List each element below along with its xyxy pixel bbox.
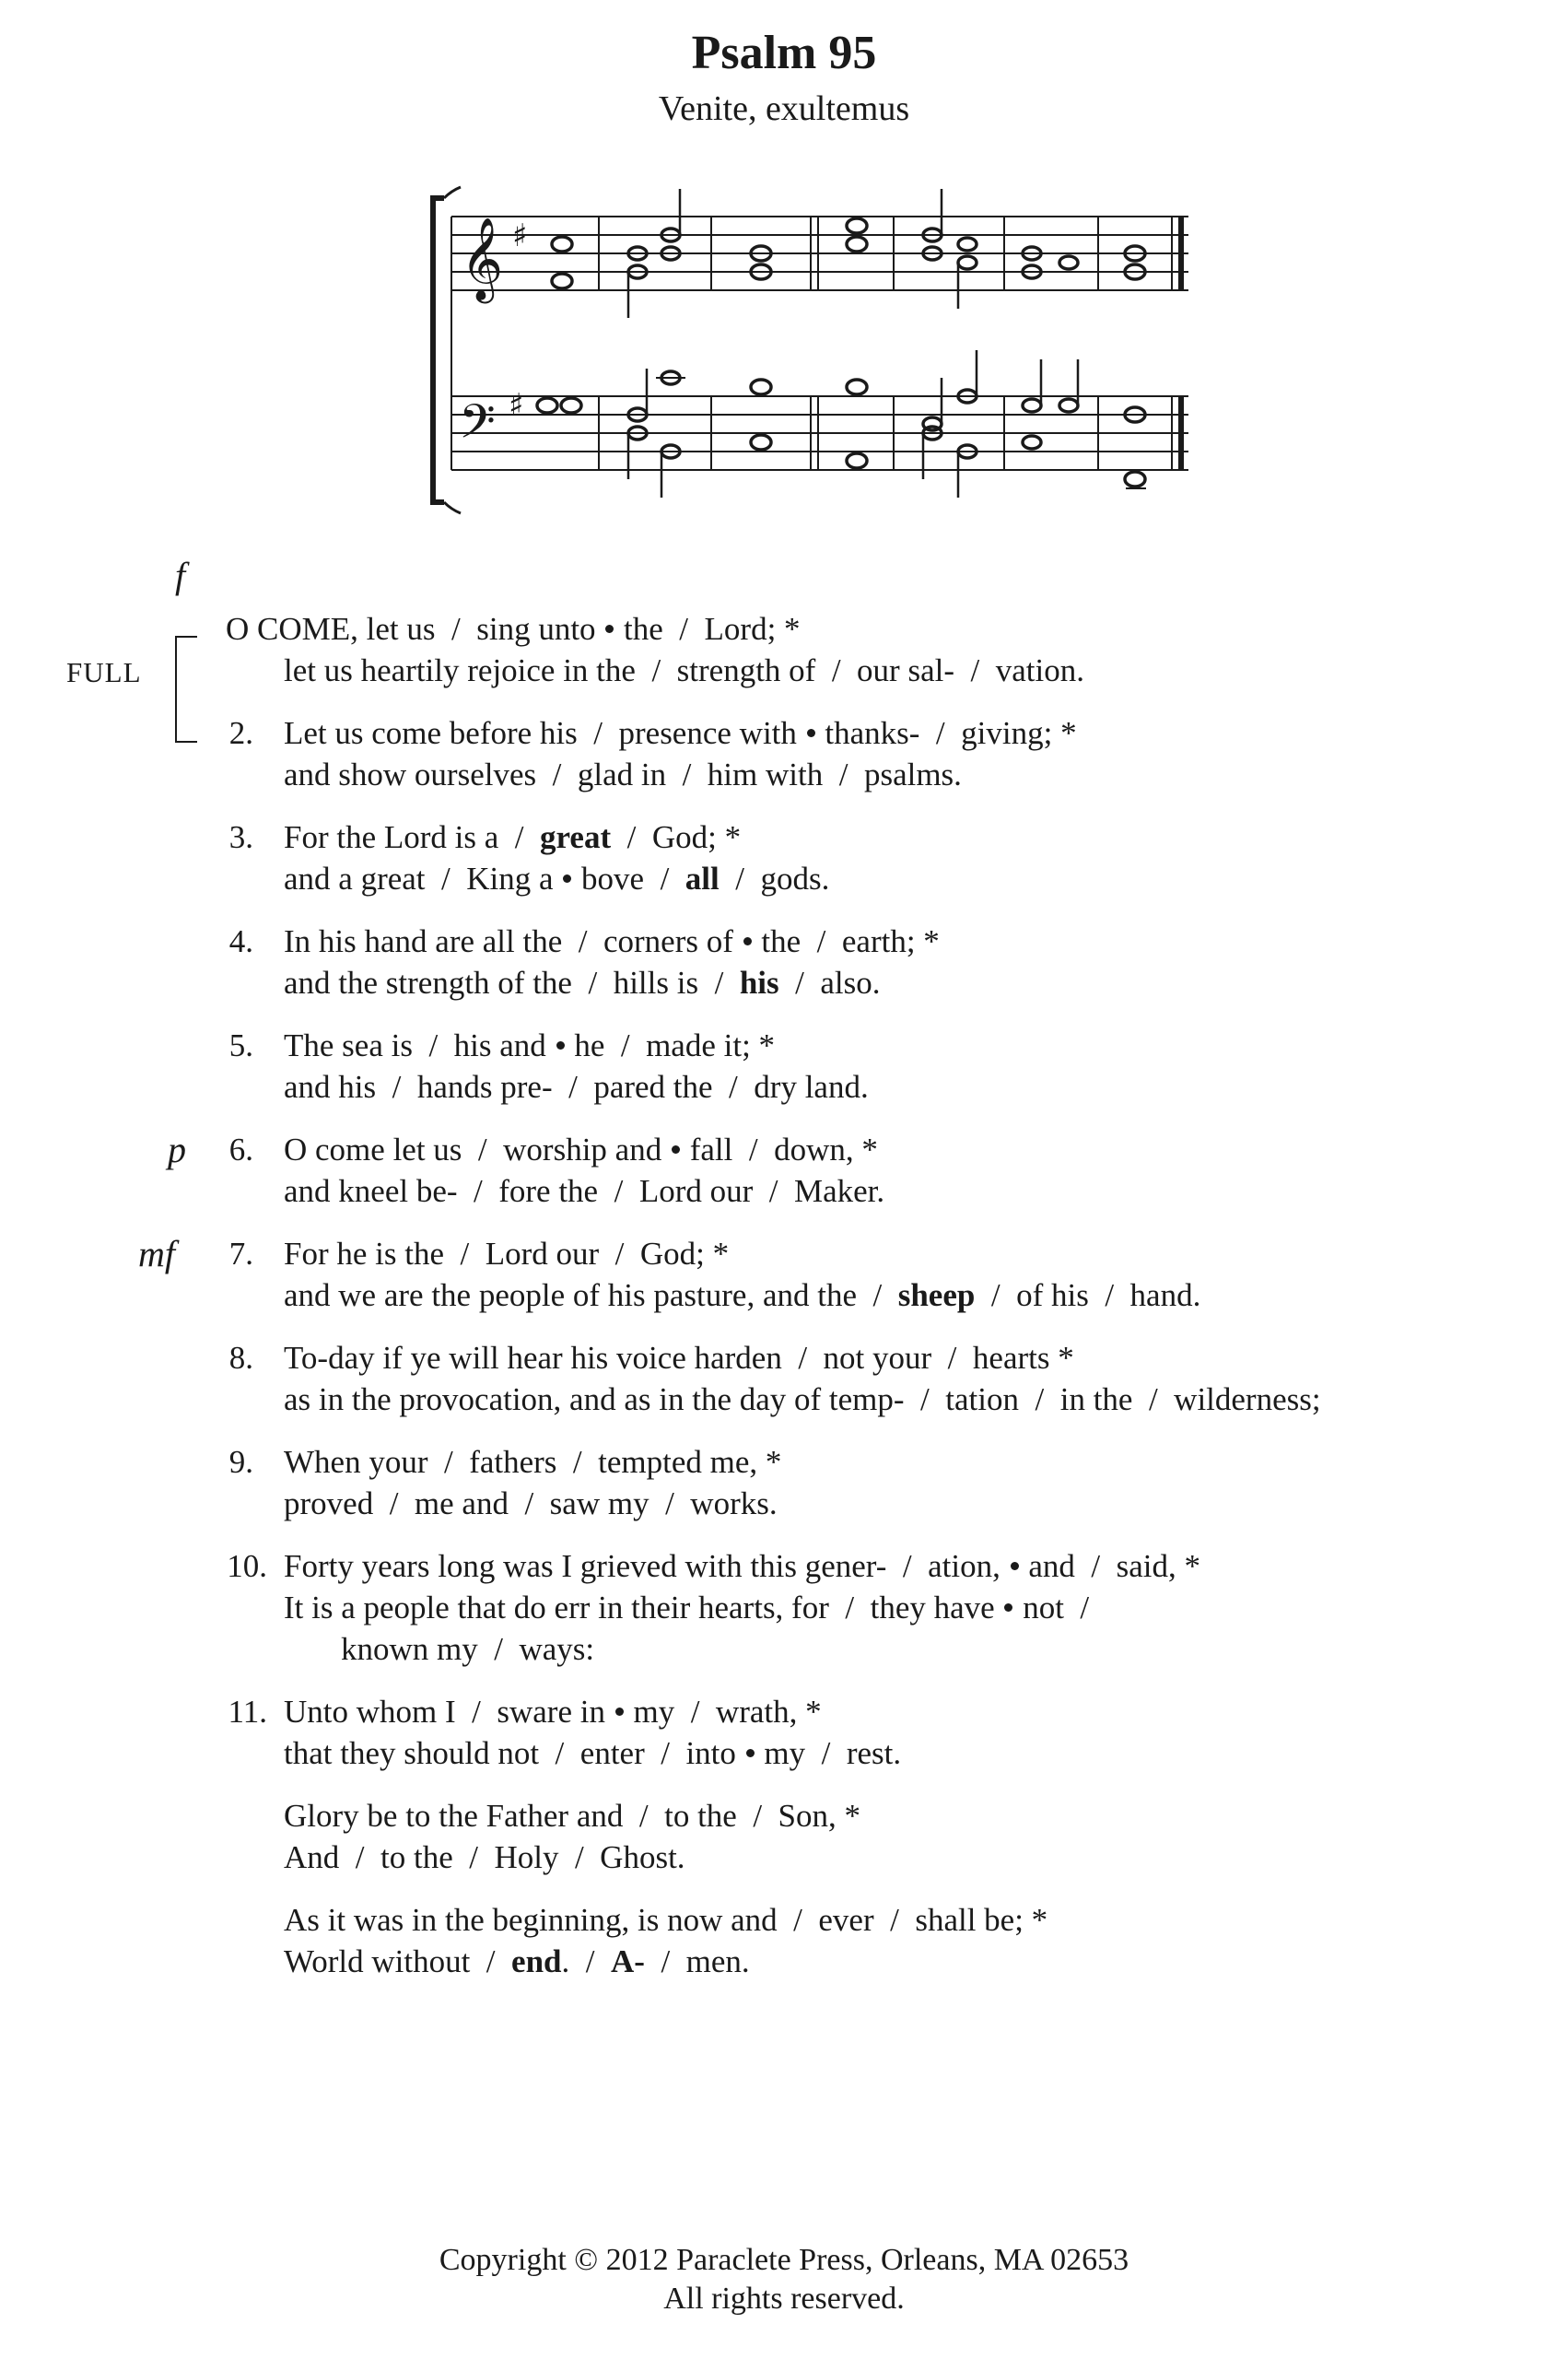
dynamic-forte: f [175, 555, 186, 596]
copyright-notice [0, 2241, 1568, 2318]
dynamic-mezzo-forte: mf [138, 1233, 175, 1274]
treble-clef-icon: 𝄞 [461, 217, 504, 300]
verse-number: 8. [228, 1340, 253, 1376]
verse-number: 11. [228, 1694, 267, 1730]
verse-number: 7. [228, 1236, 253, 1272]
verse-number: 10. [227, 1548, 267, 1584]
verse-number: 2. [228, 715, 253, 751]
copyright-line: Copyright © 2012 Paraclete Press, Orleans, MA 02653 [439, 2243, 1129, 2277]
verse-8-line-2: as in the provocation, and as in the day of temp- / tation / in the / wilderness; [284, 1381, 1321, 1417]
verse-number: 5. [228, 1027, 253, 1063]
gloria-2-line-1: As it was in the beginning, is now and / ever / shall be; * [284, 1902, 1048, 1938]
full-label: FULL [66, 656, 142, 688]
verse-9-line-1: When your / fathers / tempted me, * [284, 1444, 782, 1480]
bass-clef-icon: 𝄢 [459, 393, 496, 461]
verse-4-line-2: and the strength of the / hills is / his / also. [284, 965, 881, 1001]
verse-10-line-1: Forty years long was I grieved with this gener- / ation, and / said, * [284, 1548, 1201, 1584]
verse-5-line-1: The sea is / his and he / made it; * [284, 1027, 776, 1063]
verse-number: 3. [228, 819, 253, 855]
verse-10-line-2: It is a people that do err in their hearts, for / they have not / [284, 1590, 1090, 1625]
verse-1-line-1: O COME, let us / sing unto the / Lord; * [226, 611, 801, 647]
verse-8-line-1: To-day if ye will hear his voice harden / not your / hearts * [284, 1340, 1074, 1376]
verse-4-line-1: In his hand are all the / corners of the / earth; * [284, 923, 940, 959]
verse-3-line-1: For the Lord is a / great / God; * [284, 819, 742, 855]
verse-9-line-2: proved / me and / saw my / works. [284, 1485, 778, 1521]
gloria-1-line-2: And / to the / Holy / Ghost. [284, 1839, 685, 1875]
verse-5-line-2: and his / hands pre- / pared the / dry land. [284, 1069, 869, 1105]
verse-7-line-1: For he is the / Lord our / God; * [284, 1236, 730, 1272]
verse-11-line-2: that they should not / enter / into my / rest. [284, 1735, 902, 1771]
verse-6-line-1: O come let us / worship and fall / down, * [284, 1132, 878, 1168]
verse-6-line-2: and kneel be- / fore the / Lord our / Maker. [284, 1173, 885, 1209]
page-subtitle: Venite, exultemus [658, 89, 910, 128]
verse-number: 4. [228, 923, 253, 959]
verse-7-line-2: and we are the people of his pasture, and the / sheep / of his / hand. [284, 1277, 1201, 1313]
key-sharp-icon: ♯ [509, 387, 524, 424]
gloria-1-line-1: Glory be to the Father and / to the / Son, * [284, 1798, 861, 1834]
verse-number: 9. [228, 1444, 253, 1480]
verse-10-line-3: known my / ways: [341, 1631, 595, 1667]
verse-2-line-1: Let us come before his / presence with thanks- / giving; * [284, 715, 1077, 751]
key-sharp-icon: ♯ [512, 217, 528, 254]
page-title: Psalm 95 [691, 27, 877, 79]
verse-3-line-2: and a great / King a bove / all / gods. [284, 861, 830, 897]
gloria-2-line-2: World without / end. / A- / men. [284, 1943, 750, 1979]
verse-11-line-1: Unto whom I / sware in my / wrath, * [284, 1694, 822, 1730]
verse-number: 6. [228, 1132, 253, 1168]
verse-2-line-2: and show ourselves / glad in / him with / psalms. [284, 757, 962, 792]
rights-line: All rights reserved. [663, 2282, 905, 2316]
verse-1-line-2: let us heartily rejoice in the / strength of / our sal- / vation. [284, 652, 1084, 688]
dynamic-piano: p [168, 1129, 186, 1170]
